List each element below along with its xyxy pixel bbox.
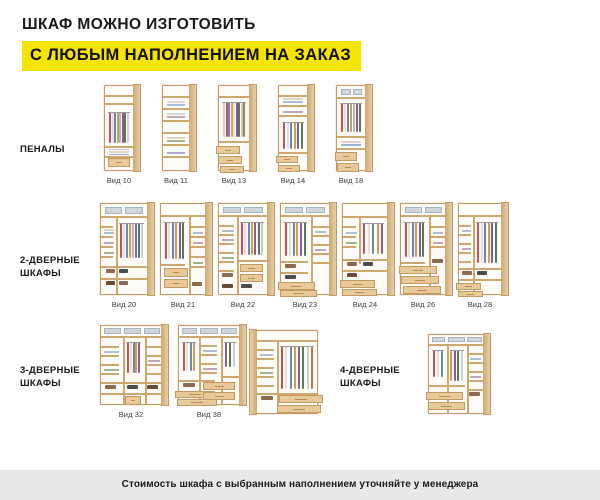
header-title-line2: С ЛЮБЫМ НАПОЛНЕНИЕМ НА ЗАКАЗ <box>22 41 361 71</box>
row-items-3-door <box>100 325 318 419</box>
wardrobe-caption: Вид 14 <box>280 176 306 185</box>
row-label-line: ШКАФЫ <box>340 378 381 390</box>
wardrobe-item[interactable] <box>160 203 206 309</box>
row-label-line: 4-ДВЕРНЫЕ <box>340 365 400 377</box>
wardrobe-caption: Вид 13 <box>221 176 247 185</box>
row-3-door <box>14 325 586 419</box>
wardrobe-caption: Вид 21 <box>170 300 196 309</box>
wardrobe-item[interactable] <box>104 85 134 185</box>
header <box>0 0 600 71</box>
row-label-3-door <box>14 365 100 419</box>
wardrobe-caption: Вид 38 <box>196 410 222 419</box>
row-label-line: ШКАФЫ <box>20 268 61 280</box>
wardrobe-item[interactable] <box>280 203 330 309</box>
header-title-line1: ШКАФ МОЖНО ИЗГОТОВИТЬ <box>22 16 256 33</box>
wardrobe-caption: Вид 32 <box>118 410 144 419</box>
wardrobe-caption: Вид 18 <box>338 176 364 185</box>
row-label-4-door <box>318 365 428 419</box>
wardrobe-item[interactable] <box>336 85 366 185</box>
row-items-4-door <box>428 334 484 419</box>
row-label-line: ШКАФЫ <box>20 378 61 390</box>
header-title-line2-wrap <box>22 41 578 71</box>
wardrobe-item[interactable] <box>178 325 240 419</box>
wardrobe-caption: Вид 11 <box>163 176 189 185</box>
row-items-penaly <box>100 85 586 185</box>
row-2-door <box>14 203 586 309</box>
wardrobe-item[interactable] <box>100 325 162 419</box>
wardrobe-caption: Вид 23 <box>292 300 318 309</box>
row-label-2-door <box>14 255 100 309</box>
row-label-line: 2-ДВЕРНЫЕ <box>20 255 80 267</box>
wardrobe-caption: Вид 20 <box>111 300 137 309</box>
wardrobe-caption: Вид 24 <box>352 300 378 309</box>
footer-note: Стоимость шкафа с выбранным наполнением уточняйте у менеджера <box>0 470 600 500</box>
wardrobe-item[interactable] <box>342 203 388 309</box>
wardrobe-item[interactable] <box>458 203 502 309</box>
wardrobe-item[interactable] <box>218 203 268 309</box>
row-penaly <box>14 85 586 185</box>
wardrobe-item[interactable] <box>428 334 484 419</box>
row-label-line: 3-ДВЕРНЫЕ <box>20 365 80 377</box>
wardrobe-caption: Вид 10 <box>106 176 132 185</box>
wardrobe-item[interactable] <box>162 85 190 185</box>
wardrobe-caption: Вид 28 <box>467 300 493 309</box>
catalog-content <box>0 85 600 419</box>
wardrobe-item[interactable] <box>278 85 308 185</box>
wardrobe-caption: Вид 22 <box>230 300 256 309</box>
wardrobe-item[interactable] <box>400 203 446 309</box>
row-items-2-door <box>100 203 586 309</box>
wardrobe-item-corner[interactable] <box>256 330 318 419</box>
wardrobe-caption: Вид 26 <box>410 300 436 309</box>
wardrobe-item[interactable] <box>218 85 250 185</box>
wardrobe-item[interactable] <box>100 203 148 309</box>
row-label-penaly: ПЕНАЛЫ <box>20 144 65 156</box>
